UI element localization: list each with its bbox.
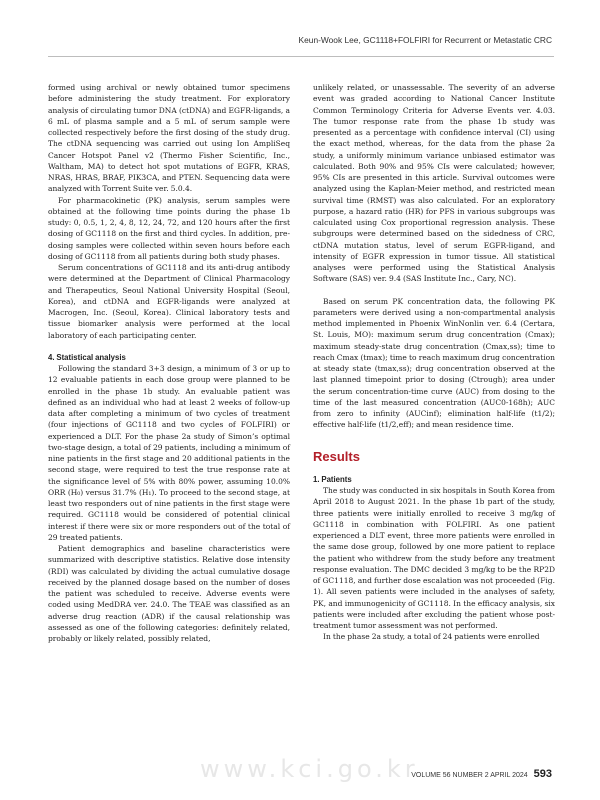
journal-issue: VOLUME 56 NUMBER 2 APRIL 2024 <box>411 772 528 779</box>
running-header: Keun-Wook Lee, GC1118+FOLFIRI for Recurrent or Metastatic CRC <box>298 35 552 45</box>
left-paragraph-4: Following the standard 3+3 design, a minimum of 3 or up to 12 evaluable patients in each dose group were planned to be enrolled in the phase 1b study. An evaluable patient was defined as an individual who had at least 2 weeks of follow-up data after completing a minimum of two cycles of treatment (four injections of GC1118 and two cycles of FOLFIRI) or experienced a DLT. For the phase 2a study of Simon’s optimal two-stage design, a total of 29 patients, including a minimum of nine patients in the first stage and 20 additional patients in the second stage, were required to test the true response rate at the significance level of 5% with 80% power, assuming 10.0% ORR (H₀) versus 31.7% (H₁). To proceed to the second stage, at least two responders out of nine patients in the first stage were required. GC1118 would be considered of potential clinical interest if there were six or more responders out of the total of 29 treated patients. <box>48 364 290 542</box>
left-paragraph-2: For pharmacokinetic (PK) analysis, serum samples were obtained at the following time points during the phase 1b study: 0, 0.5, 1, 2, 4, 8, 12, 24, 72, and 120 hours after the first dosing of GC1118 on the first and third cycles. In addition, pre-dosing samples were collected within seven hours before each dosing of GC1118 from all patients during both study phases. <box>48 195 290 261</box>
page-number: 593 <box>533 768 552 780</box>
left-paragraph-3: Serum concentrations of GC1118 and its anti-drug antibody were determined at the Department of Clinical Pharmacology and Therapeutics, Seoul National University Hospital (Seoul, Korea), and ctDNA and EGFR-ligands were analyzed at Macrogen, Inc. (Seoul, Korea). Clinical laboratory tests and tissue biomarker analysis were performed at the local laboratory of each participating center. <box>48 263 290 340</box>
left-paragraph-1: formed using archival or newly obtained tumor specimens before administering the study treatment. For exploratory analysis of circulating tumor DNA (ctDNA) and EGFR-ligands, a 6 mL of plasma sample and a 5 mL of serum sample were collected respectively before the first dosing of the study drug. The ctDNA sequencing was carried out using Ion AmpliSeq Cancer Hotspot Panel v2 (Thermo Fisher Scientific, Inc., Waltham, MA) to detect hot spot mutations of EGFR, KRAS, NRAS, HRAS, BRAF, PIK3CA, and PTEN. Sequencing data were analyzed with Torrent Suite ver. 5.0.4. <box>48 83 290 194</box>
right-paragraph-4: In the phase 2a study, a total of 24 patients were enrolled <box>323 632 540 642</box>
left-paragraph-5: Patient demographics and baseline characteristics were summarized with descriptive statistics. Relative dose intensity (RDI) was calculated by dividing the actual cumulative dosage received by the planned dosage based on the number of doses the patient was scheduled to receive. Adverse events were coded using MedDRA ver. 24.0. The TEAE was classified as an adverse drug reaction (ADR) if the causal relationship was assessed as one of the following categories: definitely related, probably or likely related, possibly related, <box>48 544 290 643</box>
patients-heading: 1. Patients <box>313 474 352 484</box>
header-divider <box>48 56 554 57</box>
right-paragraph-3: The study was conducted in six hospitals in South Korea from April 2018 to August 2021. In the phase 1b part of the study, three patients were initially enrolled to receive 3 mg/kg of GC1118 in combination with FOLFIRI. As one patient experienced a DLT event, three more patients were enrolled in the same dose group, followed by one more patient to replace the patient who withdrew from the study before any treatment response evaluation. The DMC decided 3 mg/kg to be the RP2D of GC1118, and further dose escalation was not proceeded (Fig. 1). All seven patients were included in the analyses of safety, PK, and immunogenicity of GC1118. In the efficacy analysis, six patients were included after excluding the patient whose post-treatment tumor assessment was not performed. <box>313 486 556 630</box>
statistical-analysis-heading: 4. Statistical analysis <box>48 352 126 362</box>
results-heading: Results <box>313 448 360 464</box>
right-column <box>313 82 555 643</box>
right-paragraph-2: Based on serum PK concentration data, the following PK parameters were derived using a non-compartmental analysis method implemented in Phoenix WinNonlin ver. 6.4 (Certara, St. Louis, MO): maximum serum drug concentration (Cmax); maximum steady-state drug concentration (Cmax,ss); time to reach Cmax (tmax); time to reach maximum drug concentration at steady state (tmax,ss); drug concentration observed at the last planned timepoint prior to dosing (Ctrough); area under the serum concentration-time curve (AUC) from dosing to the time of the last measured concentration (AUC0-168h); AUC from zero to infinity (AUCinf); elimination half-life (t1/2); effective half-life (t1/2,eff); and mean residence time. <box>313 296 555 430</box>
watermark: www.kci.go.kr <box>200 755 419 783</box>
page-footer <box>411 768 552 780</box>
left-column <box>48 82 290 644</box>
right-paragraph-1: unlikely related, or unassessable. The severity of an adverse event was graded according to National Cancer Institute Common Terminology Criteria for Adverse Events ver. 4.03. The tumor response rate from the phase 1b study was presented as a percentage with confidence interval (CI) using the exact method, whereas, for the data from the phase 2a study, a uniformly minimum variance unbiased estimator was calculated. Both 90% and 95% CIs were calculated; however, 95% CIs are presented in this article. Survival outcomes were analyzed using the Kaplan-Meier method, and restricted mean survival time (RMST) was also calculated. For an exploratory purpose, a hazard ratio (HR) for PFS in various subgroups was calculated using Cox proportional regression analysis. These subgroups were determined based on the sidedness of CRC, ctDNA mutation status, level of serum EGFR-ligand, and intensity of EGFR expression in tumor tissue. All statistical analyses were performed using the Statistical Analysis Software (SAS) ver. 9.4 (SAS Institute Inc., Cary, NC). <box>313 83 555 284</box>
